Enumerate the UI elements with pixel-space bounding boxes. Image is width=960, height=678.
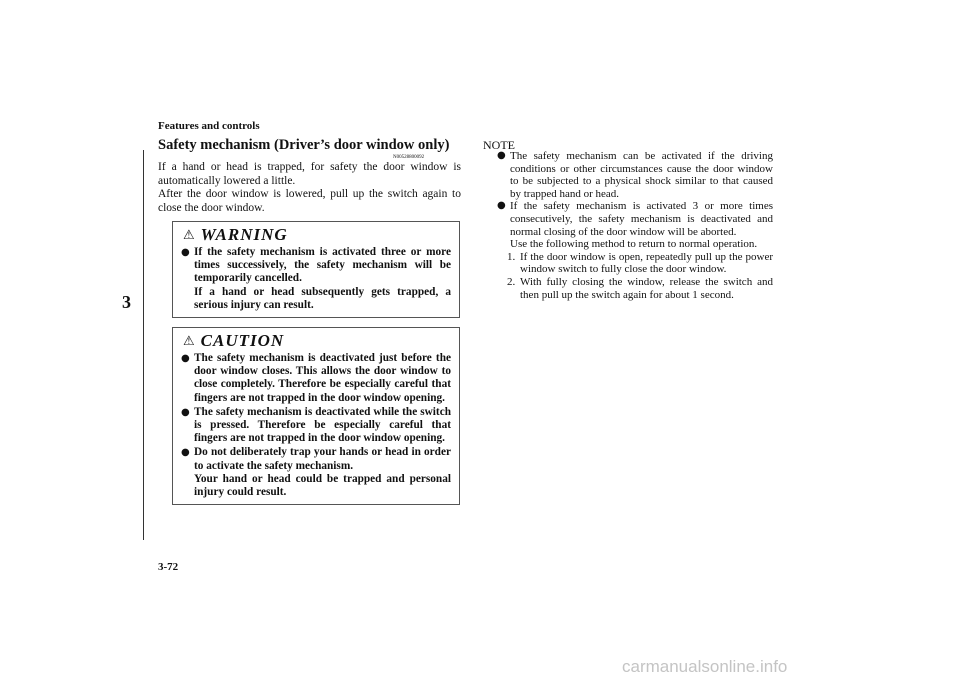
caution-box [172, 327, 460, 505]
bullet-dot-icon: ● [181, 247, 190, 258]
note-step [507, 251, 773, 276]
step-number: 2. [507, 275, 516, 288]
note-text: If the safety mechanism is activated 3 or more times consecutively, the safety mechanism is deactivated and normal closing of the door window will be aborted. [510, 200, 773, 238]
note-label: NOTE [483, 138, 515, 152]
step-text: With fully closing the window, release the switch and then pull up the switch again for about 1 second. [520, 275, 773, 301]
warning-label: WARNING [200, 225, 288, 244]
note-body [497, 150, 773, 301]
step-text: If the door window is open, repeatedly pull up the power window switch to fully close the door window. [520, 250, 773, 276]
warning-bullet [181, 246, 451, 312]
caution-bullet [181, 406, 451, 446]
title-code: N00528800092 [393, 155, 425, 160]
note-step [507, 276, 773, 301]
warning-box [172, 221, 460, 318]
warning-triangle-icon: ⚠ [183, 333, 195, 349]
note-bullet [497, 150, 773, 200]
bullet-dot-icon: ● [181, 353, 190, 364]
caution-bullet [181, 352, 451, 405]
warning-text: If a hand or head subsequently gets trapped, a serious injury can result. [194, 285, 451, 311]
note-text: Use the following method to return to normal operation. [510, 238, 758, 251]
caution-text: Your hand or head could be trapped and personal injury could result. [194, 472, 451, 499]
warning-triangle-icon: ⚠ [183, 227, 195, 243]
chapter-divider [143, 150, 144, 540]
caution-text: Do not deliberately trap your hands or head in order to activate the safety mechanism. [194, 446, 451, 472]
caution-bullet [181, 446, 451, 499]
intro-paragraph: After the door window is lowered, pull up the switch again to close the door window. [158, 188, 461, 214]
caution-text: The safety mechanism is deactivated just before the door window closes. This allows the door window to close completely. Therefore be especially careful that fingers are not trapped in the door window opening. [194, 352, 451, 404]
caution-header [173, 328, 459, 352]
note-text: The safety mechanism can be activated if the driving conditions or other circumstances cause the door window to be subjected to a physical shock similar to that caused by trapped hand or head. [510, 150, 773, 200]
bullet-dot-icon: ● [497, 200, 506, 212]
bullet-dot-icon: ● [497, 150, 506, 161]
bullet-dot-icon: ● [181, 447, 190, 459]
step-number: 1. [507, 250, 516, 263]
note-bullet [497, 200, 773, 250]
page-number: 3-72 [158, 561, 179, 573]
caution-label: CAUTION [200, 331, 285, 350]
page-title: Safety mechanism (Driver’s door window only) [158, 137, 450, 153]
bullet-dot-icon: ● [181, 406, 190, 418]
warning-header [173, 222, 459, 246]
chapter-number: 3 [122, 292, 131, 312]
intro-paragraph: If a hand or head is trapped, for safety the door window is automatically lowered a little. [158, 161, 461, 187]
watermark: carmanualsonline.info [622, 657, 788, 676]
section-header: Features and controls [158, 120, 260, 132]
warning-text: If the safety mechanism is activated three or more times successively, the safety mechanism will be temporarily cancelled. [194, 246, 451, 285]
caution-text: The safety mechanism is deactivated while the switch is pressed. Therefore be especially careful that fingers are not trapped in the door window opening. [194, 405, 451, 445]
intro-text [158, 161, 461, 215]
